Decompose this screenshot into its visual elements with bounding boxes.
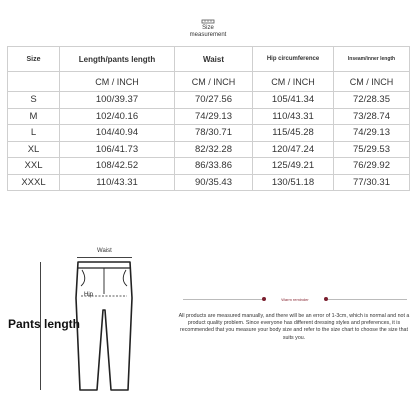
pants-outline-icon xyxy=(68,258,140,392)
unit-row xyxy=(8,72,410,92)
size-measurement-header xyxy=(0,19,416,39)
inseam-cell: 74/29.13 xyxy=(334,125,410,142)
header-waist: Waist xyxy=(175,47,253,72)
hip-cell: 115/45.28 xyxy=(253,125,334,142)
size-cell: XXL xyxy=(8,158,60,175)
length-cell: 108/42.52 xyxy=(60,158,175,175)
warm-reminder-divider xyxy=(183,296,407,304)
table-row xyxy=(8,92,410,109)
size-cell: XXXL xyxy=(8,174,60,191)
header-hip: Hip circumference xyxy=(253,47,334,72)
table-row xyxy=(8,125,410,142)
waist-cell: 90/35.43 xyxy=(175,174,253,191)
header-size: Size xyxy=(8,47,60,72)
waist-cell: 74/29.13 xyxy=(175,108,253,125)
size-cell: XL xyxy=(8,141,60,158)
waist-cell: 78/30.71 xyxy=(175,125,253,142)
inseam-cell: 73/28.74 xyxy=(334,108,410,125)
unit-cell: CM / INCH xyxy=(334,72,410,92)
table-row xyxy=(8,141,410,158)
waist-cell: 70/27.56 xyxy=(175,92,253,109)
hip-label: Hip xyxy=(84,292,94,298)
warm-reminder-text: All products are measured manually, and there will be an error of 1-3cm, which is normal and not a product quality problem. Since everyone has different dressing styles and preferences, it is recommended that you measure your body size and refer to the size chart to choose the size that suits you. xyxy=(178,313,410,341)
unit-cell: CM / INCH xyxy=(60,72,175,92)
hip-cell: 105/41.34 xyxy=(253,92,334,109)
warm-reminder-title: Warm reminder xyxy=(281,297,309,302)
pants-length-label: Pants length xyxy=(8,317,81,331)
table-row xyxy=(8,158,410,175)
size-chart-table xyxy=(7,46,410,191)
header-inseam: Inseam/inner length xyxy=(334,47,410,72)
header-line1: Size xyxy=(202,25,214,31)
header-length: Length/pants length xyxy=(60,47,175,72)
hip-cell: 120/47.24 xyxy=(253,141,334,158)
waist-cell: 86/33.86 xyxy=(175,158,253,175)
unit-cell: CM / INCH xyxy=(253,72,334,92)
length-cell: 100/39.37 xyxy=(60,92,175,109)
table-header-row xyxy=(8,47,410,72)
inseam-cell: 77/30.31 xyxy=(334,174,410,191)
unit-cell: CM / INCH xyxy=(175,72,253,92)
length-cell: 106/41.73 xyxy=(60,141,175,158)
inseam-cell: 72/28.35 xyxy=(334,92,410,109)
divider-line xyxy=(328,299,407,300)
size-cell: M xyxy=(8,108,60,125)
header-line2: measurement xyxy=(189,32,227,38)
hip-cell: 125/49.21 xyxy=(253,158,334,175)
inseam-cell: 75/29.53 xyxy=(334,141,410,158)
divider-line xyxy=(183,299,262,300)
length-cell: 110/43.31 xyxy=(60,174,175,191)
unit-cell xyxy=(8,72,60,92)
length-cell: 102/40.16 xyxy=(60,108,175,125)
table-row xyxy=(8,174,410,191)
inseam-cell: 76/29.92 xyxy=(334,158,410,175)
waist-cell: 82/32.28 xyxy=(175,141,253,158)
size-cell: L xyxy=(8,125,60,142)
hip-cell: 110/43.31 xyxy=(253,108,334,125)
hip-cell: 130/51.18 xyxy=(253,174,334,191)
size-cell: S xyxy=(8,92,60,109)
table-row xyxy=(8,108,410,125)
length-cell: 104/40.94 xyxy=(60,125,175,142)
waist-label: Waist xyxy=(97,248,112,254)
divider-dot xyxy=(262,297,266,301)
